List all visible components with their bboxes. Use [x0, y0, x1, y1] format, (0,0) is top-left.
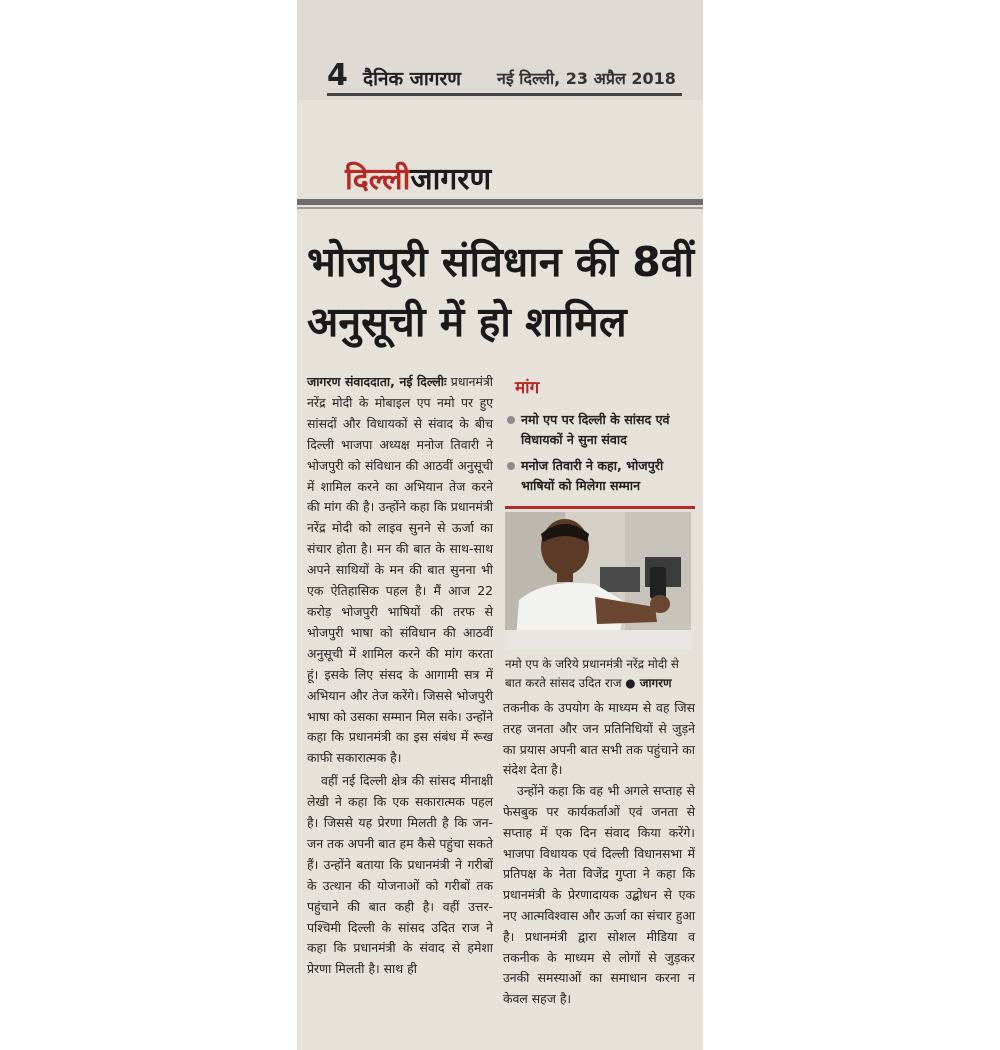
section-rule-thin: [297, 207, 703, 209]
paragraph-3: तकनीक के उपयोग के माध्यम से वह जिस तरह जनता और जन प्रतिनिधियों से जुड़ने का प्रयास अपनी बात सभी तक पहुंचाने का संदेश देता है।: [503, 700, 695, 778]
newspaper-name: दैनिक जागरण: [363, 68, 461, 90]
section-rule: [297, 199, 703, 205]
highlight-bullet-2: [507, 456, 693, 496]
section-title-red: दिल्ली: [345, 162, 411, 197]
bullet-dot-icon: [507, 416, 515, 424]
article-column-left: [307, 372, 493, 980]
paragraph-2: वहीं नई दिल्ली क्षेत्र की सांसद मीनाक्षी लेखी ने कहा कि एक सकारात्मक पहल है। जिससे यह प्रेरणा मिलती है कि जन-जन तक अपनी बात हम कैसे पहुंचा सकते हैं। उन्होंने बताया कि प्रधानमंत्री ने गरीबों के उत्थान की योजनाओं को गरीबों तक पहुंचाने की बात कही है। वहीं उत्तर-पश्चिमी दिल्ली के सांसद उदित राज ने कहा कि प्रधानमंत्री के संवाद से हमेशा प्रेरणा मिलती है। साथ ही: [307, 773, 493, 977]
bullet-dot-icon: [507, 462, 515, 470]
highlight-box: [505, 370, 695, 510]
article-column-right: [503, 698, 695, 1010]
place-date: नई दिल्ली, 23 अप्रैल 2018: [497, 69, 676, 88]
highlight-box-rule: [505, 506, 695, 509]
header-rule: [327, 93, 682, 96]
section-title: [345, 157, 491, 198]
highlight-bullet-2-text: मनोज तिवारी ने कहा, भोजपुरी भाषियों को मिलेगा सम्मान: [521, 458, 664, 493]
section-title-black: जागरण: [410, 162, 492, 197]
headline-line-1: भोजपुरी संविधान की 8वीं: [307, 238, 695, 286]
page-number: 4: [327, 58, 348, 93]
paragraph-4: उन्होंने कहा कि वह भी अगले सप्ताह से फेसबुक पर कार्यकर्ताओं एवं जनता से सप्ताह में एक दिन संवाद किया करेंगे। भाजपा विधायक एवं दिल्ली विधानसभा में प्रतिपक्ष के नेता विजेंद्र गुप्ता ने कहा कि प्रधानमंत्री के प्रेरणादायक उद्बोधन से एक नए आत्मविश्वास और ऊर्जा का संचार हुआ है। प्रधानमंत्री द्वारा सोशल मीडिया व तकनीक के माध्यम से लोगों से जुड़कर उनकी समस्याओं का समाधान करना न केवल सहज है।: [503, 783, 695, 1007]
headline: [307, 232, 699, 352]
dateline: जागरण संवाददाता, नई दिल्लीः: [307, 374, 447, 389]
newspaper-clipping: [297, 0, 703, 1050]
man-with-phone-photo-icon: [505, 512, 691, 650]
photo-caption: [505, 655, 695, 693]
highlight-bullet-1: [507, 410, 693, 450]
news-photo: [505, 512, 691, 650]
highlight-label: मांग: [515, 378, 540, 398]
headline-line-2: अनुसूची में हो शामिल: [307, 298, 627, 346]
paragraph-1: प्रधानमंत्री नरेंद्र मोदी के मोबाइल एप नमो पर हुए सांसदों और विधायकों से संवाद के बीच दिल्ली भाजपा अध्यक्ष मनोज तिवारी ने भोजपुरी को संविधान की आठवीं अनुसूची में शामिल करने का अभियान तेज करने की मांग की है। उन्होंने कहा कि प्रधानमंत्री नरेंद्र मोदी को लाइव सुनने से ऊर्जा का संचार होता है। मन की बात के साथ-साथ अपने साथियों के मन की बात सुनना भी एक ऐतिहासिक पहल है। मैं आज 22 करोड़ भोजपुरी भाषियों की तरफ से भोजपुरी भाषा को संविधान की आठवीं अनुसूची में शामिल करने की मांग करता हूं। इसके लिए संसद के आगामी सत्र में अभियान और तेज करेंगे। जिससे भोजपुरी भाषा को उसका सम्मान मिल सके। उन्होंने कहा कि प्रधानमंत्री का इस संबंध में रूख काफी सकारात्मक है।: [307, 374, 493, 766]
photo-credit: ● जागरण: [625, 676, 672, 690]
highlight-bullet-1-text: नमो एप पर दिल्ली के सांसद एवं विधायकों ने सुना संवाद: [521, 412, 670, 447]
photo-caption-text: नमो एप के जरिये प्रधानमंत्री नरेंद्र मोदी से बात करते सांसद उदित राज: [505, 657, 679, 690]
